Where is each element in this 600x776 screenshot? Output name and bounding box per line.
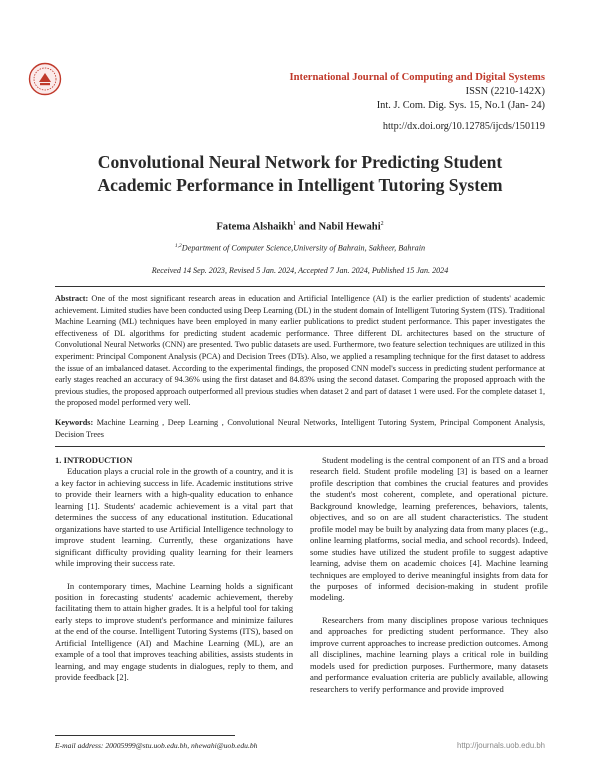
paragraph-left-1: Education plays a crucial role in the growth of a country, and it is a key factor in achieving success in life. Academic institutions strive to provide their learners with a high-quality education to enhance learning [1]. Students' academic achievement is a vital part that determines the success of any educational institution. Educational organizations have started to use Artificial Intelligence technology to improve student learning. Currently, these organizations have significant difficulty providing quality learning for their learners while improving their success rate. bbox=[55, 466, 293, 569]
authors-and: and bbox=[296, 221, 319, 233]
section-heading: 1. INTRODUCTION bbox=[55, 455, 133, 465]
footnote-rule bbox=[55, 735, 235, 736]
paragraph-left-2: In contemporary times, Machine Learning holds a significant position in forecasting students' academic achievement, thereby facilitating them to attain higher grades. It is a helpful tool for taking early steps to improve student's performance and minimize failures at the end of the course. Intelligent Tutoring Systems (ITS), based on Artificial Intelligence (AI) and Machine Learning (ML), are an example of a tool that improves teaching abilities, assists students in learning, and may engage students in dialogues, reply to them, and provide feedback [2]. bbox=[55, 580, 293, 683]
author-1-sup: 1 bbox=[293, 221, 297, 227]
doi-link[interactable]: http://dx.doi.org/10.12785/ijcds/150119 bbox=[382, 121, 545, 132]
journal-header bbox=[290, 71, 545, 113]
university-seal-logo bbox=[28, 62, 62, 96]
abstract-top-rule bbox=[55, 286, 545, 287]
abstract bbox=[55, 293, 545, 409]
affiliation bbox=[40, 243, 560, 253]
affiliation-sup: 1,2 bbox=[174, 243, 182, 249]
left-column bbox=[55, 455, 293, 695]
author-2-sup: 2 bbox=[380, 221, 384, 227]
keywords bbox=[55, 417, 545, 440]
footer-email: E-mail address: 20005999@stu.uob.edu.bh, nhewahi@uob.edu.bh bbox=[55, 741, 258, 750]
abstract-bottom-rule bbox=[55, 446, 545, 447]
paper-title bbox=[40, 151, 560, 197]
authors bbox=[40, 221, 560, 233]
title-line-2: Academic Performance in Intelligent Tutoring System bbox=[97, 175, 503, 195]
keywords-label: Keywords: bbox=[55, 418, 94, 427]
paragraph-right-2: Researchers from many disciplines propose various techniques and approaches for predicting student performance. They also improve current approaches to increase prediction outcomes. Among all disciplines, machine learning plays a critical role in building models used for prediction purposes. Furthermore, many datasets and performance evaluation criteria are publicly available, allowing researchers to verify performance and provide improved bbox=[310, 614, 548, 694]
abstract-text: One of the most significant research areas in education and Artificial Intelligence (AI) is the earlier prediction of students' academic achievement. Limited studies have been conducted using Deep Learning (DL) in the student domain of Intelligent Tutoring System (ITS). Traditional Machine Learning (ML) techniques have been employed in many earlier publications to predict student performance. This paper investigates the effectiveness of DL algorithms for predicting student academic performance. Three different DL architectures based on the structure of Convolutional Neural Networks (CNN) are presented. Two public datasets are used. Furthermore, two feature selection techniques are utilized in this experiment: Principal Component Analysis (PCA) and Decision Trees (DTs). Also, we applied a resampling technique for the first dataset to address the issue of an imbalanced dataset. According to the experimental findings, the proposed CNN model's success in predicting student performance at early stages reached an accuracy of 94.36% using the first dataset and 84.83% using the second dataset. Comparing the proposed approach with the previous studies, the proposed approach outperformed all previous studies when dataset 2 and part of dataset 1 were used. For the complete dataset 1, the proposed model performed very well. bbox=[55, 294, 545, 408]
right-column bbox=[310, 455, 548, 706]
journal-title: International Journal of Computing and Digital Systems bbox=[289, 72, 545, 83]
received-dates: Received 14 Sep. 2023, Revised 5 Jan. 2024, Accepted 7 Jan. 2024, Published 15 Jan. 2024 bbox=[151, 266, 449, 275]
affiliation-text: Department of Computer Science,University of Bahrain, Sakheer, Bahrain bbox=[181, 243, 426, 253]
title-line-1: Convolutional Neural Network for Predicting Student bbox=[97, 152, 503, 172]
journal-citation: Int. J. Com. Dig. Sys. 15, No.1 (Jan- 24) bbox=[376, 100, 545, 111]
keywords-text: Machine Learning , Deep Learning , Convolutional Neural Networks, Intelligent Tutoring System, Principal Component Analysis, Decision Trees bbox=[55, 418, 545, 439]
author-1: Fatema Alshaikh bbox=[216, 221, 294, 233]
issn: ISSN (2210-142X) bbox=[465, 86, 545, 97]
abstract-label: Abstract: bbox=[55, 294, 89, 303]
paragraph-right-1: Student modeling is the central component of an ITS and a broad research field. Student profile modeling [3] is based on a learner profile description that combines the crucial features and provides the student's most coherent, complete, and operational picture. Background knowledge, learning preferences, behaviors, talents, objectives, and so on are all student characteristics. The student profile model may be built by analyzing data from many places (e.g., online learning platforms, social media, and school records). Indeed, some studies have utilized the student profile to suggest adaptive learning, advise them on academic choices [4]. Machine learning techniques are employed to derive meaningful insights from data for the purposes of informed decision-making in student profile modeling. bbox=[310, 455, 548, 603]
footer-url[interactable]: http://journals.uob.edu.bh bbox=[457, 741, 545, 750]
author-2: Nabil Hewahi bbox=[318, 221, 381, 233]
